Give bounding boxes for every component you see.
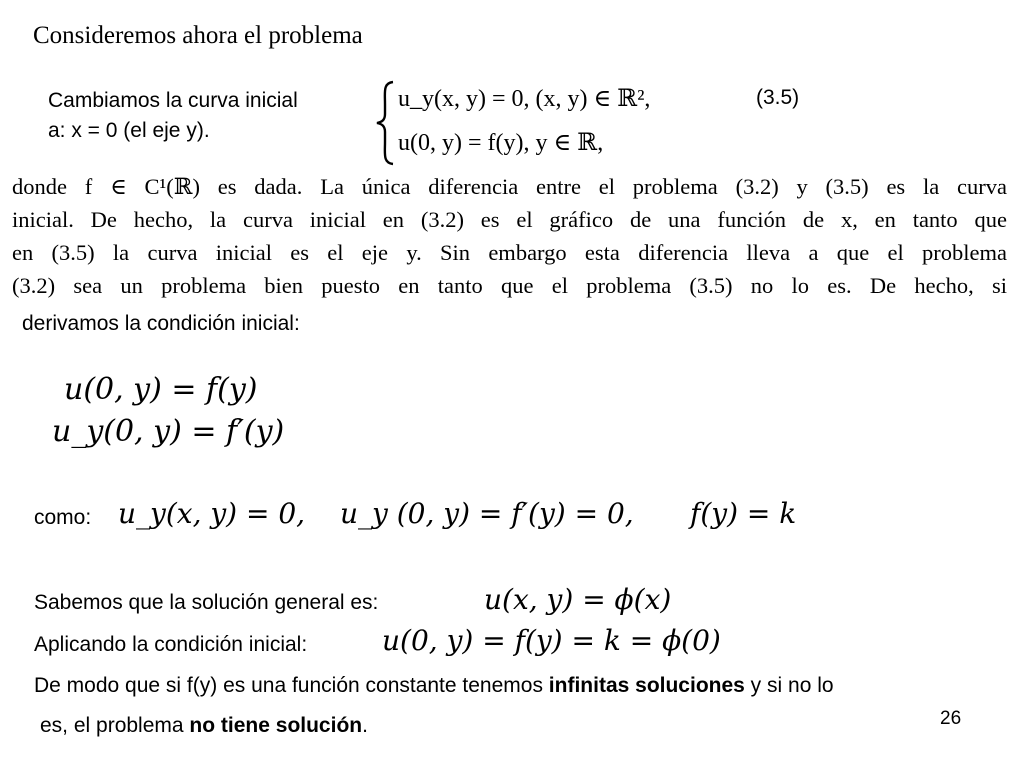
paragraph-line: inicial. De hecho, la curva inicial en (3.2) es el gráfico de una función de x, en tanto que [12, 207, 1007, 232]
system-equation-2: u(0, y) = f(y), y ∈ ℝ, [398, 130, 604, 156]
paragraph-line: donde f ∈ C¹(ℝ) es dada. La única diferencia entre el problema (3.2) y (3.5) es la curva [12, 174, 1007, 199]
left-brace-icon [374, 80, 396, 166]
conclusion-text: De modo que si f(y) es una función constante tenemos [34, 674, 549, 697]
como-label: como: [34, 506, 92, 529]
body-paragraph [12, 170, 1007, 302]
curve-note-line1: Cambiamos la curva inicial [48, 89, 298, 112]
conclusion-text: y si no lo [744, 674, 834, 697]
conclusion-bold-nosolution: no tiene solución [189, 714, 363, 737]
applied-condition: u(0, y) = f(y) = k = ϕ(0) [382, 624, 721, 657]
sabemos-label: Sabemos que la solución general es: [34, 591, 379, 614]
derived-condition: u_y(0, y) = f′(y) [52, 414, 285, 449]
system-equation-1: u_y(x, y) = 0, (x, y) ∈ ℝ², [398, 86, 651, 112]
conclusion-text: . [362, 714, 368, 737]
equation-system [374, 80, 734, 170]
conclusion-line2 [40, 714, 368, 738]
conclusion-bold-infinite: infinitas soluciones [548, 674, 745, 697]
paragraph-line: (3.2) sea un problema bien puesto en tanto que el problema (3.5) no lo es. De hecho, si [12, 273, 1007, 298]
curve-note-line2: a: x = 0 (el eje y). [48, 119, 210, 142]
paragraph-line: en (3.5) la curva inicial es el eje y. Sin embargo esta diferencia lleva a que el problema [12, 240, 1007, 265]
equation-number: (3.5) [756, 86, 800, 109]
como-equation-1: u_y(x, y) = 0, [118, 497, 306, 530]
conclusion-line1 [34, 674, 834, 698]
general-solution: u(x, y) = ϕ(x) [484, 583, 672, 616]
conclusion-text: es, el problema [40, 714, 190, 737]
como-equation-3: f(y) = k [690, 497, 797, 530]
derivamos-text: derivamos la condición inicial: [22, 312, 300, 335]
page-number: 26 [940, 708, 962, 729]
curve-note [48, 86, 298, 146]
page-heading: Consideremos ahora el problema [33, 22, 363, 49]
aplicando-label: Aplicando la condición inicial: [34, 633, 308, 656]
como-equation-2: u_y (0, y) = f′(y) = 0, [340, 497, 634, 530]
initial-condition: u(0, y) = f(y) [64, 372, 258, 407]
